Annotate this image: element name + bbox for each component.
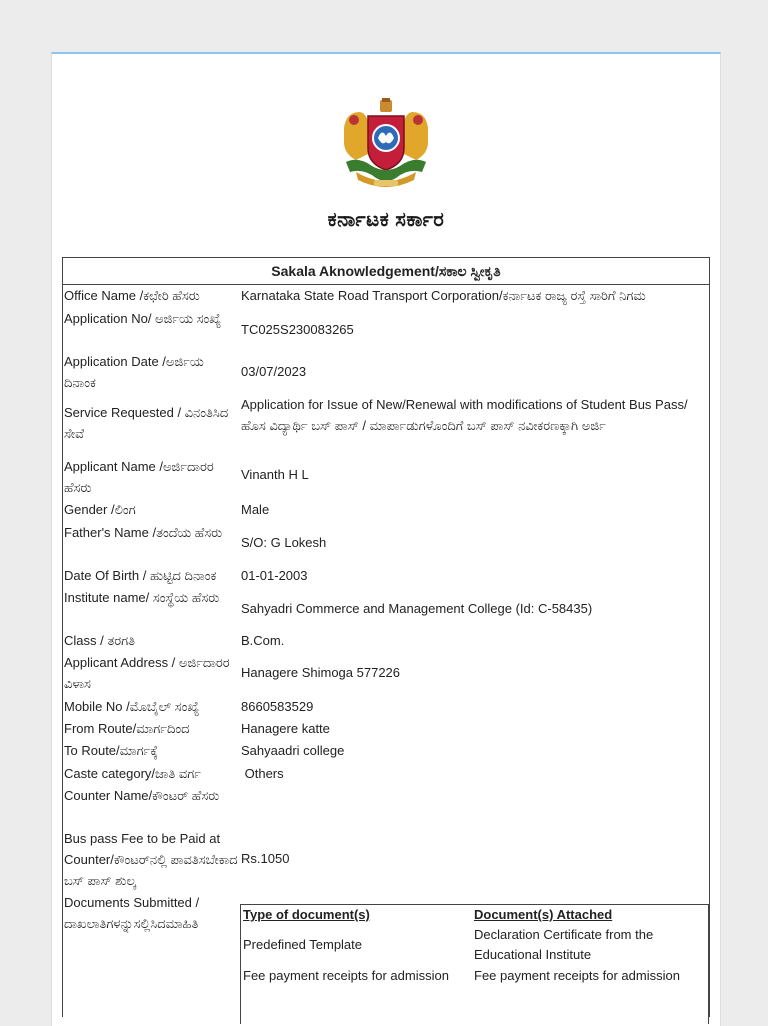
acknowledgement-table: [62, 257, 710, 1017]
documents-header-type: Type of document(s): [243, 907, 370, 922]
row-date-of-birth: [63, 565, 709, 587]
row-father-name: [63, 522, 709, 565]
row-applicant-name: [63, 456, 709, 499]
row-application-date: [63, 351, 709, 394]
row-application-no: [63, 308, 709, 351]
document-attached: Fee payment receipts for admission: [474, 968, 680, 983]
label-application-no: Application No/ ಅರ್ಜಿಯ ಸಂಖ್ಯೆ: [64, 311, 222, 326]
value-applicant-name: Vinanth H L: [241, 467, 309, 482]
label-application-date: Application Date /ಅರ್ಜಿಯ ದಿನಾಂಕ: [64, 354, 204, 390]
label-applicant-name: Applicant Name /ಅರ್ಜಿದಾರರ ಹೆಸರು: [64, 459, 214, 495]
acknowledgement-title: Sakala Aknowledgement/ಸಕಾಲ ಸ್ವೀಕೃತಿ: [63, 258, 709, 285]
label-documents-submitted: Documents Submitted / ದಾಖಲಾತಿಗಳನ್ನುಸಲ್ಲಿಸಿದಮಾಹಿತಿ: [64, 895, 200, 931]
karnataka-emblem-icon: [338, 98, 434, 190]
value-date-of-birth: 01-01-2003: [241, 568, 308, 583]
label-from-route: From Route/ಮಾರ್ಗದಿಂದ: [64, 721, 190, 736]
row-institute-name: [63, 587, 709, 630]
label-mobile-no: Mobile No /ಮೊಬೈಲ್ ಸಂಖ್ಯೆ: [64, 699, 200, 714]
government-title: ಕರ್ನಾಟಕ ಸರ್ಕಾರ: [327, 209, 445, 231]
label-to-route: To Route/ಮಾರ್ಗಕ್ಕೆ: [64, 743, 158, 758]
value-mobile-no: 8660583529: [241, 699, 314, 714]
label-office-name: Office Name /ಕಛೇರಿ ಹೆಸರು: [64, 288, 200, 303]
document-type: Fee payment receipts for admission: [243, 968, 449, 983]
row-from-route: [63, 718, 709, 740]
label-institute-name: Institute name/ ಸಂಸ್ಥೆಯ ಹೆಸರು: [64, 590, 220, 605]
value-father-name: S/O: G Lokesh: [241, 535, 327, 550]
value-office-name: Karnataka State Road Transport Corporation/ಕರ್ನಾಟಕ ರಾಜ್ಯ ರಸ್ತೆ ಸಾರಿಗೆ ನಿಗಮ: [241, 288, 646, 303]
row-gender: [63, 499, 709, 522]
row-service-requested: [63, 394, 709, 456]
value-institute-name: Sahyadri Commerce and Management College (Id: C-58435): [241, 601, 593, 616]
label-class: Class / ತರಗತಿ: [64, 633, 136, 648]
label-gender: Gender /ಲಿಂಗ: [64, 502, 136, 517]
label-applicant-address: Applicant Address / ಅರ್ಜಿದಾರರ ವಿಳಾಸ: [64, 655, 230, 691]
row-class: [63, 630, 709, 652]
value-gender: Male: [241, 502, 270, 517]
document-type: Predefined Template: [243, 937, 363, 952]
value-bus-pass-fee: Rs.1050: [241, 851, 290, 866]
document-attached: Declaration Certificate from the Educational Institute: [474, 927, 654, 962]
value-application-date: 03/07/2023: [241, 364, 307, 379]
value-service-requested: Application for Issue of New/Renewal with modifications of Student Bus Pass/ಹೊಸ ವಿದ್ಯಾರ್ಥಿ ಬಸ್ ಪಾಸ್ / ಮಾರ್ಪಾಡುಗಳೊಂದಿಗೆ ಬಸ್ ಪಾಸ್ ನವೀಕರಣಕ್ಕಾಗಿ ಅರ್ಜಿ: [241, 397, 688, 433]
label-date-of-birth: Date Of Birth / ಹುಟ್ಟಿದ ದಿನಾಂಕ: [64, 568, 217, 583]
label-bus-pass-fee: Bus pass Fee to be Paid at Counter/ಕೌಂಟರ್‌ನಲ್ಲಿ ಪಾವತಿಸಬೇಕಾದ ಬಸ್ ಪಾಸ್ ಶುಲ್ಕ: [64, 831, 238, 888]
row-mobile-no: [63, 696, 709, 718]
row-applicant-address: [63, 652, 709, 696]
label-father-name: Father's Name /ತಂದೆಯ ಹೆಸರು: [64, 525, 223, 540]
label-caste-category: Caste category/ಜಾತಿ ವರ್ಗ: [64, 766, 201, 781]
acknowledgement-page: [51, 52, 721, 1026]
value-caste-category: Others: [241, 766, 284, 781]
value-to-route: Sahyaadri college: [241, 743, 345, 758]
value-class: B.Com.: [241, 633, 285, 648]
row-to-route: [63, 740, 709, 763]
value-applicant-address: Hanagere Shimoga 577226: [241, 665, 401, 680]
value-application-no: TC025S230083265: [241, 322, 354, 337]
row-office-name: [63, 285, 709, 308]
label-counter-name: Counter Name/ಕೌಂಟರ್ ಹೆಸರು: [64, 788, 220, 803]
row-caste-category: [63, 763, 709, 785]
value-from-route: Hanagere katte: [241, 721, 330, 736]
row-bus-pass-fee: [63, 828, 709, 892]
label-service-requested: Service Requested / ವಿನಂತಿಸಿದ ಸೇವೆ: [64, 405, 229, 441]
documents-table: [240, 904, 709, 1024]
documents-header-attached: Document(s) Attached: [474, 907, 613, 922]
row-counter-name: [63, 785, 709, 828]
